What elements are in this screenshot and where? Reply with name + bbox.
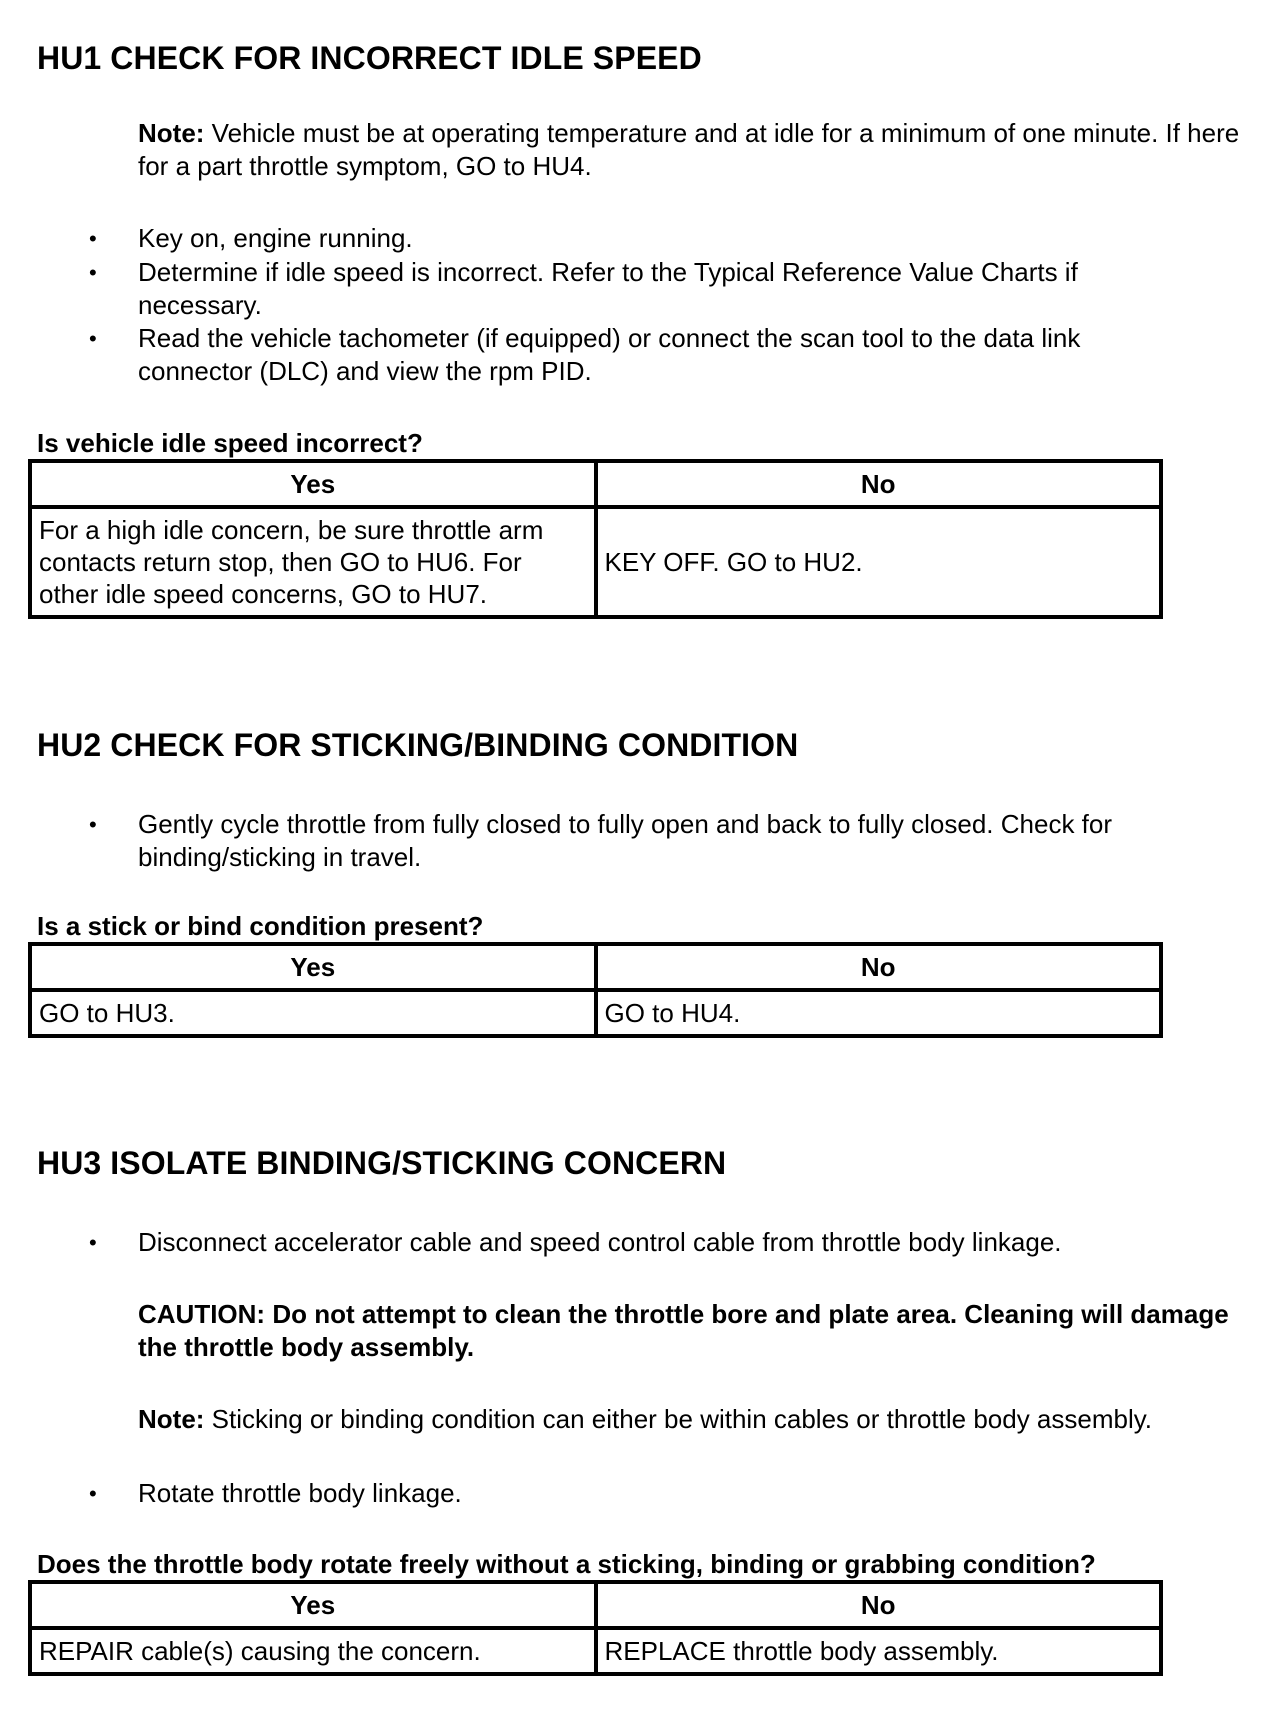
hu2-question: Is a stick or bind condition present? — [37, 911, 484, 941]
hu1-bullet-1: • Key on, engine running. — [138, 222, 1188, 255]
hu1-no-header: No — [596, 461, 1162, 507]
hu1-table-row — [30, 507, 1161, 617]
hu2-yes-header: Yes — [30, 944, 596, 990]
hu3-caution: CAUTION: Do not attempt to clean the throttle bore and plate area. Cleaning will damage the throttle body assembly. — [138, 1299, 1229, 1362]
hu3-table-row — [30, 1628, 1161, 1674]
hu1-answer-table — [28, 459, 1163, 619]
hu1-note-text: Vehicle must be at operating temperature and at idle for a minimum of one minute. If here for a part throttle symptom, GO to HU4. — [138, 118, 1240, 181]
hu3-heading: HU3 ISOLATE BINDING/STICKING CONCERN — [37, 1145, 727, 1181]
hu2-no-header: No — [596, 944, 1162, 990]
hu1-note — [138, 117, 1248, 183]
hu3-yes-header: Yes — [30, 1582, 596, 1628]
hu2-no-cell: GO to HU4. — [596, 990, 1162, 1036]
hu1-bullet-3: • Read the vehicle tachometer (if equipped) or connect the scan tool to the data link connector (DLC) and view the rpm PID. — [138, 322, 1188, 388]
hu1-question: Is vehicle idle speed incorrect? — [37, 428, 423, 458]
hu1-heading: HU1 CHECK FOR INCORRECT IDLE SPEED — [37, 40, 702, 76]
hu3-no-header: No — [596, 1582, 1162, 1628]
hu3-note — [138, 1403, 1248, 1436]
hu3-bullet-1: • Disconnect accelerator cable and speed control cable from throttle body linkage. — [138, 1226, 1188, 1259]
hu2-bullet-1: • Gently cycle throttle from fully closed to fully open and back to fully closed. Check for binding/sticking in travel. — [138, 808, 1188, 874]
hu3-table-header-row — [30, 1582, 1161, 1628]
hu1-bullet-2: • Determine if idle speed is incorrect. Refer to the Typical Reference Value Charts if necessary. — [138, 256, 1188, 322]
hu1-note-label: Note: — [138, 118, 205, 148]
hu3-no-cell: REPLACE throttle body assembly. — [596, 1628, 1162, 1674]
hu3-question: Does the throttle body rotate freely without a sticking, binding or grabbing condition? — [37, 1549, 1096, 1579]
hu1-table-header-row — [30, 461, 1161, 507]
hu1-yes-header: Yes — [30, 461, 596, 507]
hu2-yes-cell: GO to HU3. — [30, 990, 596, 1036]
hu3-note-text: Sticking or binding condition can either be within cables or throttle body assembly. — [204, 1404, 1153, 1434]
hu2-heading: HU2 CHECK FOR STICKING/BINDING CONDITION — [37, 727, 799, 763]
hu3-bullet-2: • Rotate throttle body linkage. — [138, 1477, 1188, 1510]
hu3-note-label: Note: — [138, 1404, 205, 1434]
hu3-answer-table — [28, 1580, 1163, 1676]
hu1-yes-cell: For a high idle concern, be sure throttle arm contacts return stop, then GO to HU6. For other idle speed concerns, GO to HU7. — [30, 507, 596, 617]
hu2-table-row — [30, 990, 1161, 1036]
hu1-no-cell: KEY OFF. GO to HU2. — [596, 507, 1162, 617]
hu2-answer-table — [28, 942, 1163, 1038]
hu2-table-header-row — [30, 944, 1161, 990]
hu3-yes-cell: REPAIR cable(s) causing the concern. — [30, 1628, 596, 1674]
